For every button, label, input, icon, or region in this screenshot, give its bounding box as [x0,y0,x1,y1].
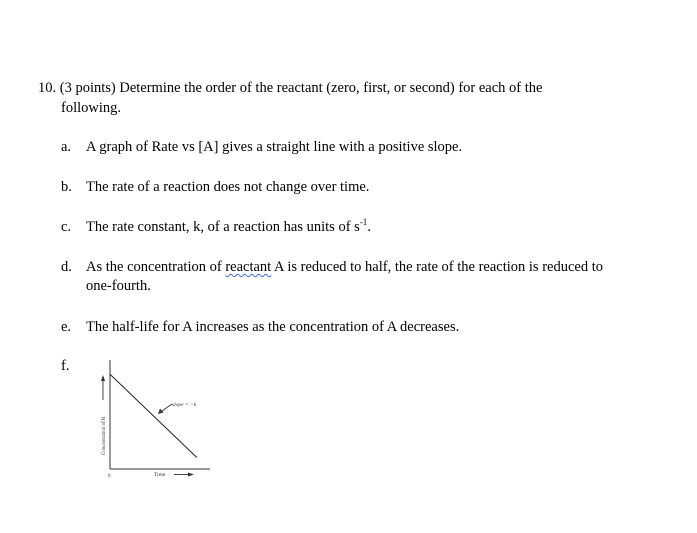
item-d-underlined-word: reactant [225,259,272,275]
item-c-letter: c. [61,219,72,235]
y-axis-label-arrowhead [101,375,105,381]
item-c-superscript: -1 [359,217,368,227]
item-e-letter: e. [61,319,72,335]
item-b-letter: b. [61,179,72,195]
item-d-text-after: A is reduced to half, the rate of the reaction is reduced to [271,259,603,275]
item-d-letter: d. [61,259,72,275]
slope-annotation: slope = −k [172,402,197,408]
item-b-text: The rate of a reaction does not change over time. [86,179,370,195]
item-e-text: The half-life for A increases as the concentration of A decreases. [86,319,460,335]
x-axis-label-arrowhead [188,473,194,477]
slope-pointer-arrowhead [158,409,164,415]
concentration-time-graph [96,352,216,482]
item-a-text: A graph of Rate vs [A] gives a straight line with a positive slope. [86,139,463,155]
question-heading-continuation: following. [61,100,122,116]
item-a-letter: a. [61,139,72,155]
item-c-text-after: . [367,219,371,235]
origin-label: 0 [108,474,111,479]
item-d-text [86,258,603,276]
item-f-letter: f. [61,358,70,374]
y-axis-label: Concentration of R [102,416,107,455]
item-d-line2: one-fourth. [86,278,151,294]
item-d-text-before: As the concentration of [86,259,226,275]
slope-pointer-shaft [162,404,172,411]
question-heading: 10. (3 points) Determine the order of the reactant (zero, first, or second) for each of the [38,80,543,96]
concentration-line [110,374,197,457]
item-c-text-before: The rate constant, k, of a reaction has units of s [86,219,360,235]
x-axis-label: Time [154,472,166,478]
item-c-text [86,218,371,236]
